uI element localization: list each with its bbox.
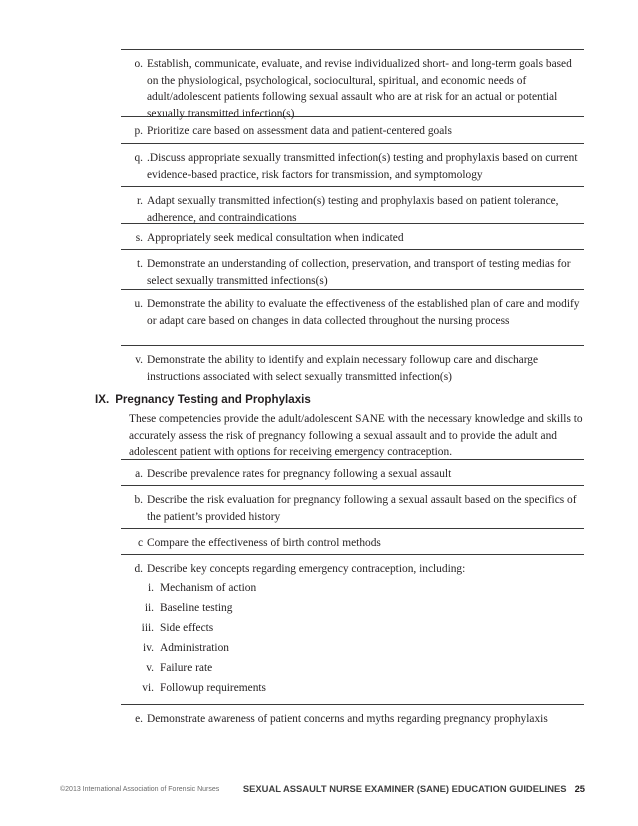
item-label: u. xyxy=(134,298,143,310)
list-item-a xyxy=(121,466,584,483)
sub-item-label: ii. xyxy=(144,602,154,614)
list-item-p xyxy=(121,123,584,140)
item-text: Appropriately seek medical consultation when indicated xyxy=(147,232,404,244)
item-label: b. xyxy=(134,494,143,506)
item-text: Describe key concepts regarding emergency contraception, including: xyxy=(147,563,466,575)
divider xyxy=(121,143,584,144)
item-text: Demonstrate an understanding of collection, preservation, and transport of testing medias for select sexually transmitted infections(s) xyxy=(147,258,571,287)
item-text: Demonstrate the ability to identify and explain necessary followup care and discharge instructions associated with select sexually transmitted infection(s) xyxy=(147,354,539,383)
sub-item-label: iv. xyxy=(143,642,154,654)
sub-item-iii xyxy=(134,620,213,637)
list-item-t xyxy=(121,256,584,289)
sub-item-vi xyxy=(134,680,266,697)
sub-item-v xyxy=(134,660,212,677)
divider xyxy=(121,249,584,250)
item-text: Demonstrate the ability to evaluate the effectiveness of the established plan of care and modify or adapt care based on changes in data collected throughout the nursing process xyxy=(147,298,580,327)
item-text: Establish, communicate, evaluate, and revise individualized short- and long-term goals based on the physiological, psychological, sociocultural, spiritual, and economic needs of adult/adolescent patients following sexual assault who are at risk for an actual or potential sexually transmitted infection(s) xyxy=(147,58,572,120)
list-item-c xyxy=(121,535,584,552)
divider xyxy=(121,528,584,529)
item-label: a. xyxy=(135,468,143,480)
item-text: Describe the risk evaluation for pregnancy following a sexual assault based on the specifics of the patient’s provided history xyxy=(147,494,577,523)
item-label: e. xyxy=(135,713,143,725)
list-item-u xyxy=(121,296,584,329)
item-label: r. xyxy=(136,195,143,207)
sub-item-text: Followup requirements xyxy=(160,682,266,694)
item-text: .Discuss appropriate sexually transmitted infection(s) testing and prophylaxis based on current evidence-based practice, risk factors for transmission, and symptomology xyxy=(147,152,578,181)
sub-item-ii xyxy=(134,600,232,617)
item-text: Demonstrate awareness of patient concerns and myths regarding pregnancy prophylaxis xyxy=(147,713,548,725)
page-footer xyxy=(60,783,585,797)
item-label: p. xyxy=(134,125,143,137)
divider xyxy=(121,49,584,50)
divider xyxy=(121,289,584,290)
footer-running-title xyxy=(243,783,585,794)
item-label: o. xyxy=(134,58,143,70)
list-item-e xyxy=(121,711,584,728)
item-text: Adapt sexually transmitted infection(s) testing and prophylaxis based on patient tolerance, adherence, and contraindications xyxy=(147,195,559,224)
list-item-s xyxy=(121,230,584,247)
sub-item-label: i. xyxy=(147,582,154,594)
divider xyxy=(121,116,584,117)
item-text: Describe prevalence rates for pregnancy following a sexual assault xyxy=(147,468,452,480)
divider xyxy=(121,223,584,224)
sub-item-i xyxy=(134,580,256,597)
sub-item-label: iii. xyxy=(141,622,154,634)
sub-item-text: Failure rate xyxy=(160,662,213,674)
running-title: SEXUAL ASSAULT NURSE EXAMINER (SANE) EDUCATION GUIDELINES xyxy=(242,783,567,794)
page-number: 25 xyxy=(574,783,585,794)
item-label: t. xyxy=(136,258,143,270)
item-text: Prioritize care based on assessment data and patient-centered goals xyxy=(147,125,452,137)
item-label: q. xyxy=(134,152,143,164)
divider xyxy=(121,485,584,486)
list-item-q xyxy=(121,150,584,183)
sub-item-label: v. xyxy=(146,662,154,674)
sub-item-label: vi. xyxy=(142,682,154,694)
list-item-d xyxy=(121,561,584,578)
section-heading xyxy=(95,393,311,406)
sub-item-text: Baseline testing xyxy=(160,602,233,614)
sub-item-iv xyxy=(134,640,229,657)
divider xyxy=(121,459,584,460)
list-item-b xyxy=(121,492,584,525)
section-intro: These competencies provide the adult/adolescent SANE with the necessary knowledge and skills to accurately assess the risk of pregnancy following a sexual assault and to provide the adult and adolescent patient with options for receiving emergency contraception. xyxy=(129,413,583,459)
divider xyxy=(121,554,584,555)
divider xyxy=(121,704,584,705)
list-item-o xyxy=(121,56,584,122)
divider xyxy=(121,345,584,346)
item-label: c xyxy=(137,537,143,549)
item-label: d. xyxy=(134,563,143,575)
list-item-r xyxy=(121,193,584,226)
item-label: s. xyxy=(135,232,143,244)
section-title: Pregnancy Testing and Prophylaxis xyxy=(115,393,311,406)
section-number: IX. xyxy=(95,393,110,406)
item-label: v. xyxy=(135,354,143,366)
sub-item-text: Side effects xyxy=(160,622,214,634)
sub-item-text: Mechanism of action xyxy=(160,582,257,594)
sub-item-text: Administration xyxy=(160,642,229,654)
divider xyxy=(121,186,584,187)
list-item-v xyxy=(121,352,584,385)
footer-copyright: ©2013 International Association of Forensic Nurses xyxy=(60,786,220,793)
item-text: Compare the effectiveness of birth control methods xyxy=(147,537,381,549)
